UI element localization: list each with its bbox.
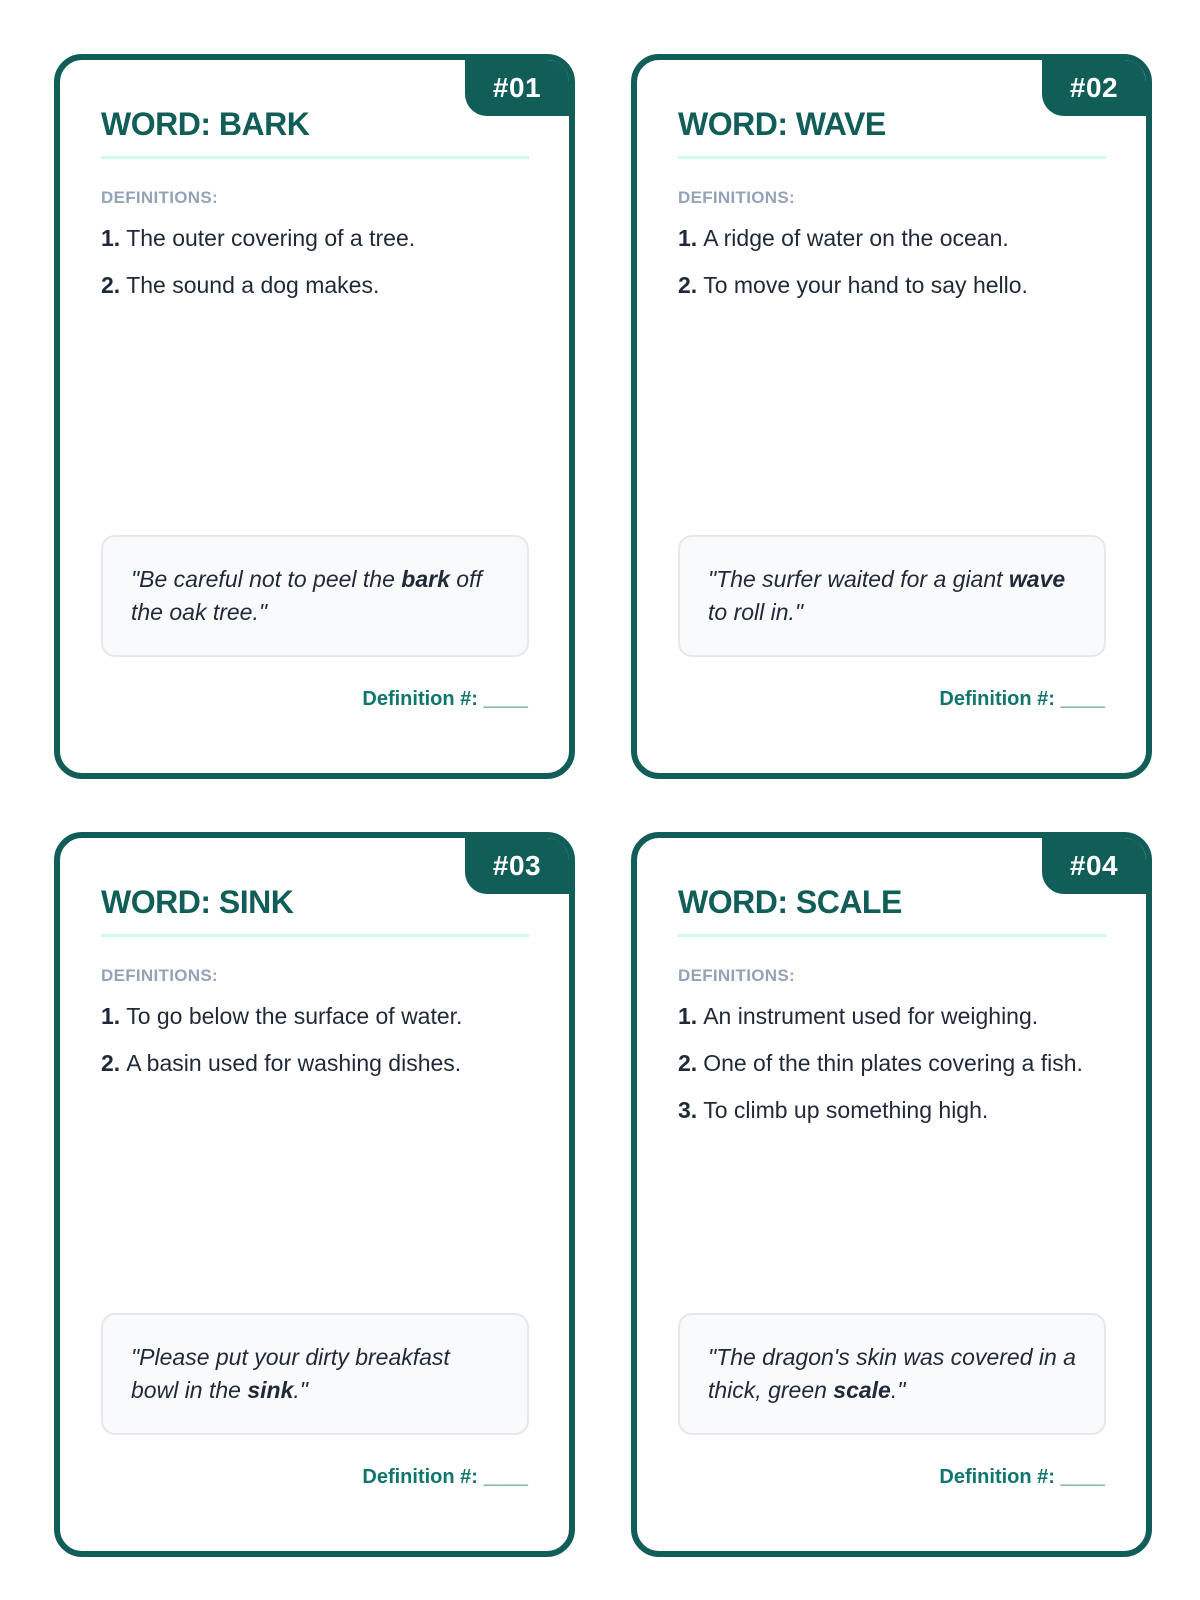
definition-text: A basin used for washing dishes. — [126, 1050, 462, 1076]
example-sentence — [101, 1313, 529, 1435]
definition-item — [678, 222, 1118, 255]
definition-item — [678, 1094, 1118, 1127]
definitions-list — [678, 222, 1118, 316]
example-text: ." — [890, 1377, 906, 1403]
definition-item — [678, 1047, 1118, 1080]
definition-number: 2. — [101, 272, 121, 298]
definition-number: 1. — [101, 1003, 121, 1029]
card-number-badge: #04 — [1042, 838, 1146, 894]
card-number-badge: #01 — [465, 60, 569, 116]
definition-number: 1. — [678, 1003, 698, 1029]
definition-number: 2. — [101, 1050, 121, 1076]
word-card — [631, 832, 1152, 1557]
word-card — [54, 832, 575, 1557]
definitions-list — [101, 222, 541, 316]
definition-number: 2. — [678, 1050, 698, 1076]
definition-number: 1. — [101, 225, 121, 251]
definition-number: 1. — [678, 225, 698, 251]
title-divider — [678, 934, 1106, 937]
example-text: to roll in." — [708, 599, 804, 625]
title-divider — [101, 156, 529, 159]
answer-field: Definition #: ____ — [362, 1466, 528, 1488]
answer-field: Definition #: ____ — [939, 1466, 1105, 1488]
title-divider — [101, 934, 529, 937]
definitions-list — [678, 1000, 1118, 1141]
word-card — [54, 54, 575, 779]
definition-text: To go below the surface of water. — [126, 1003, 463, 1029]
card-word-title: WORD: WAVE — [678, 106, 886, 142]
definitions-label: DEFINITIONS: — [101, 966, 218, 985]
definition-text: To move your hand to say hello. — [703, 272, 1028, 298]
answer-field: Definition #: ____ — [939, 688, 1105, 710]
card-word-title: WORD: SCALE — [678, 884, 902, 920]
definition-item — [101, 269, 541, 302]
definition-text: A ridge of water on the ocean. — [703, 225, 1009, 251]
definitions-label: DEFINITIONS: — [678, 188, 795, 207]
example-text: off the oak tree." — [131, 566, 482, 625]
answer-field: Definition #: ____ — [362, 688, 528, 710]
example-text: ." — [293, 1377, 308, 1403]
definition-text: An instrument used for weighing. — [703, 1003, 1039, 1029]
definition-item — [678, 269, 1118, 302]
definitions-label: DEFINITIONS: — [101, 188, 218, 207]
card-number-badge: #02 — [1042, 60, 1146, 116]
example-text: "Be careful not to peel the — [131, 566, 402, 592]
example-sentence — [678, 1313, 1106, 1435]
example-sentence — [101, 535, 529, 657]
card-number-badge: #03 — [465, 838, 569, 894]
example-sentence — [678, 535, 1106, 657]
definition-item — [678, 1000, 1118, 1033]
example-text: "Please put your dirty breakfast bowl in the — [131, 1344, 450, 1403]
title-divider — [678, 156, 1106, 159]
card-word-title: WORD: BARK — [101, 106, 310, 142]
definition-item — [101, 222, 541, 255]
example-keyword: bark — [401, 566, 450, 592]
example-keyword: sink — [247, 1377, 294, 1403]
word-card — [631, 54, 1152, 779]
example-text: "The surfer waited for a giant — [708, 566, 1009, 592]
definitions-list — [101, 1000, 541, 1094]
definitions-label: DEFINITIONS: — [678, 966, 795, 985]
definition-number: 3. — [678, 1097, 698, 1123]
definition-text: One of the thin plates covering a fish. — [703, 1050, 1083, 1076]
definition-text: The sound a dog makes. — [126, 272, 380, 298]
definition-item — [101, 1047, 541, 1080]
definition-number: 2. — [678, 272, 698, 298]
example-keyword: scale — [833, 1377, 891, 1403]
definition-text: To climb up something high. — [703, 1097, 989, 1123]
definition-text: The outer covering of a tree. — [126, 225, 416, 251]
card-word-title: WORD: SINK — [101, 884, 294, 920]
example-text: "The dragon's skin was covered in a thick, green — [708, 1344, 1076, 1403]
example-keyword: wave — [1008, 566, 1066, 592]
definition-item — [101, 1000, 541, 1033]
